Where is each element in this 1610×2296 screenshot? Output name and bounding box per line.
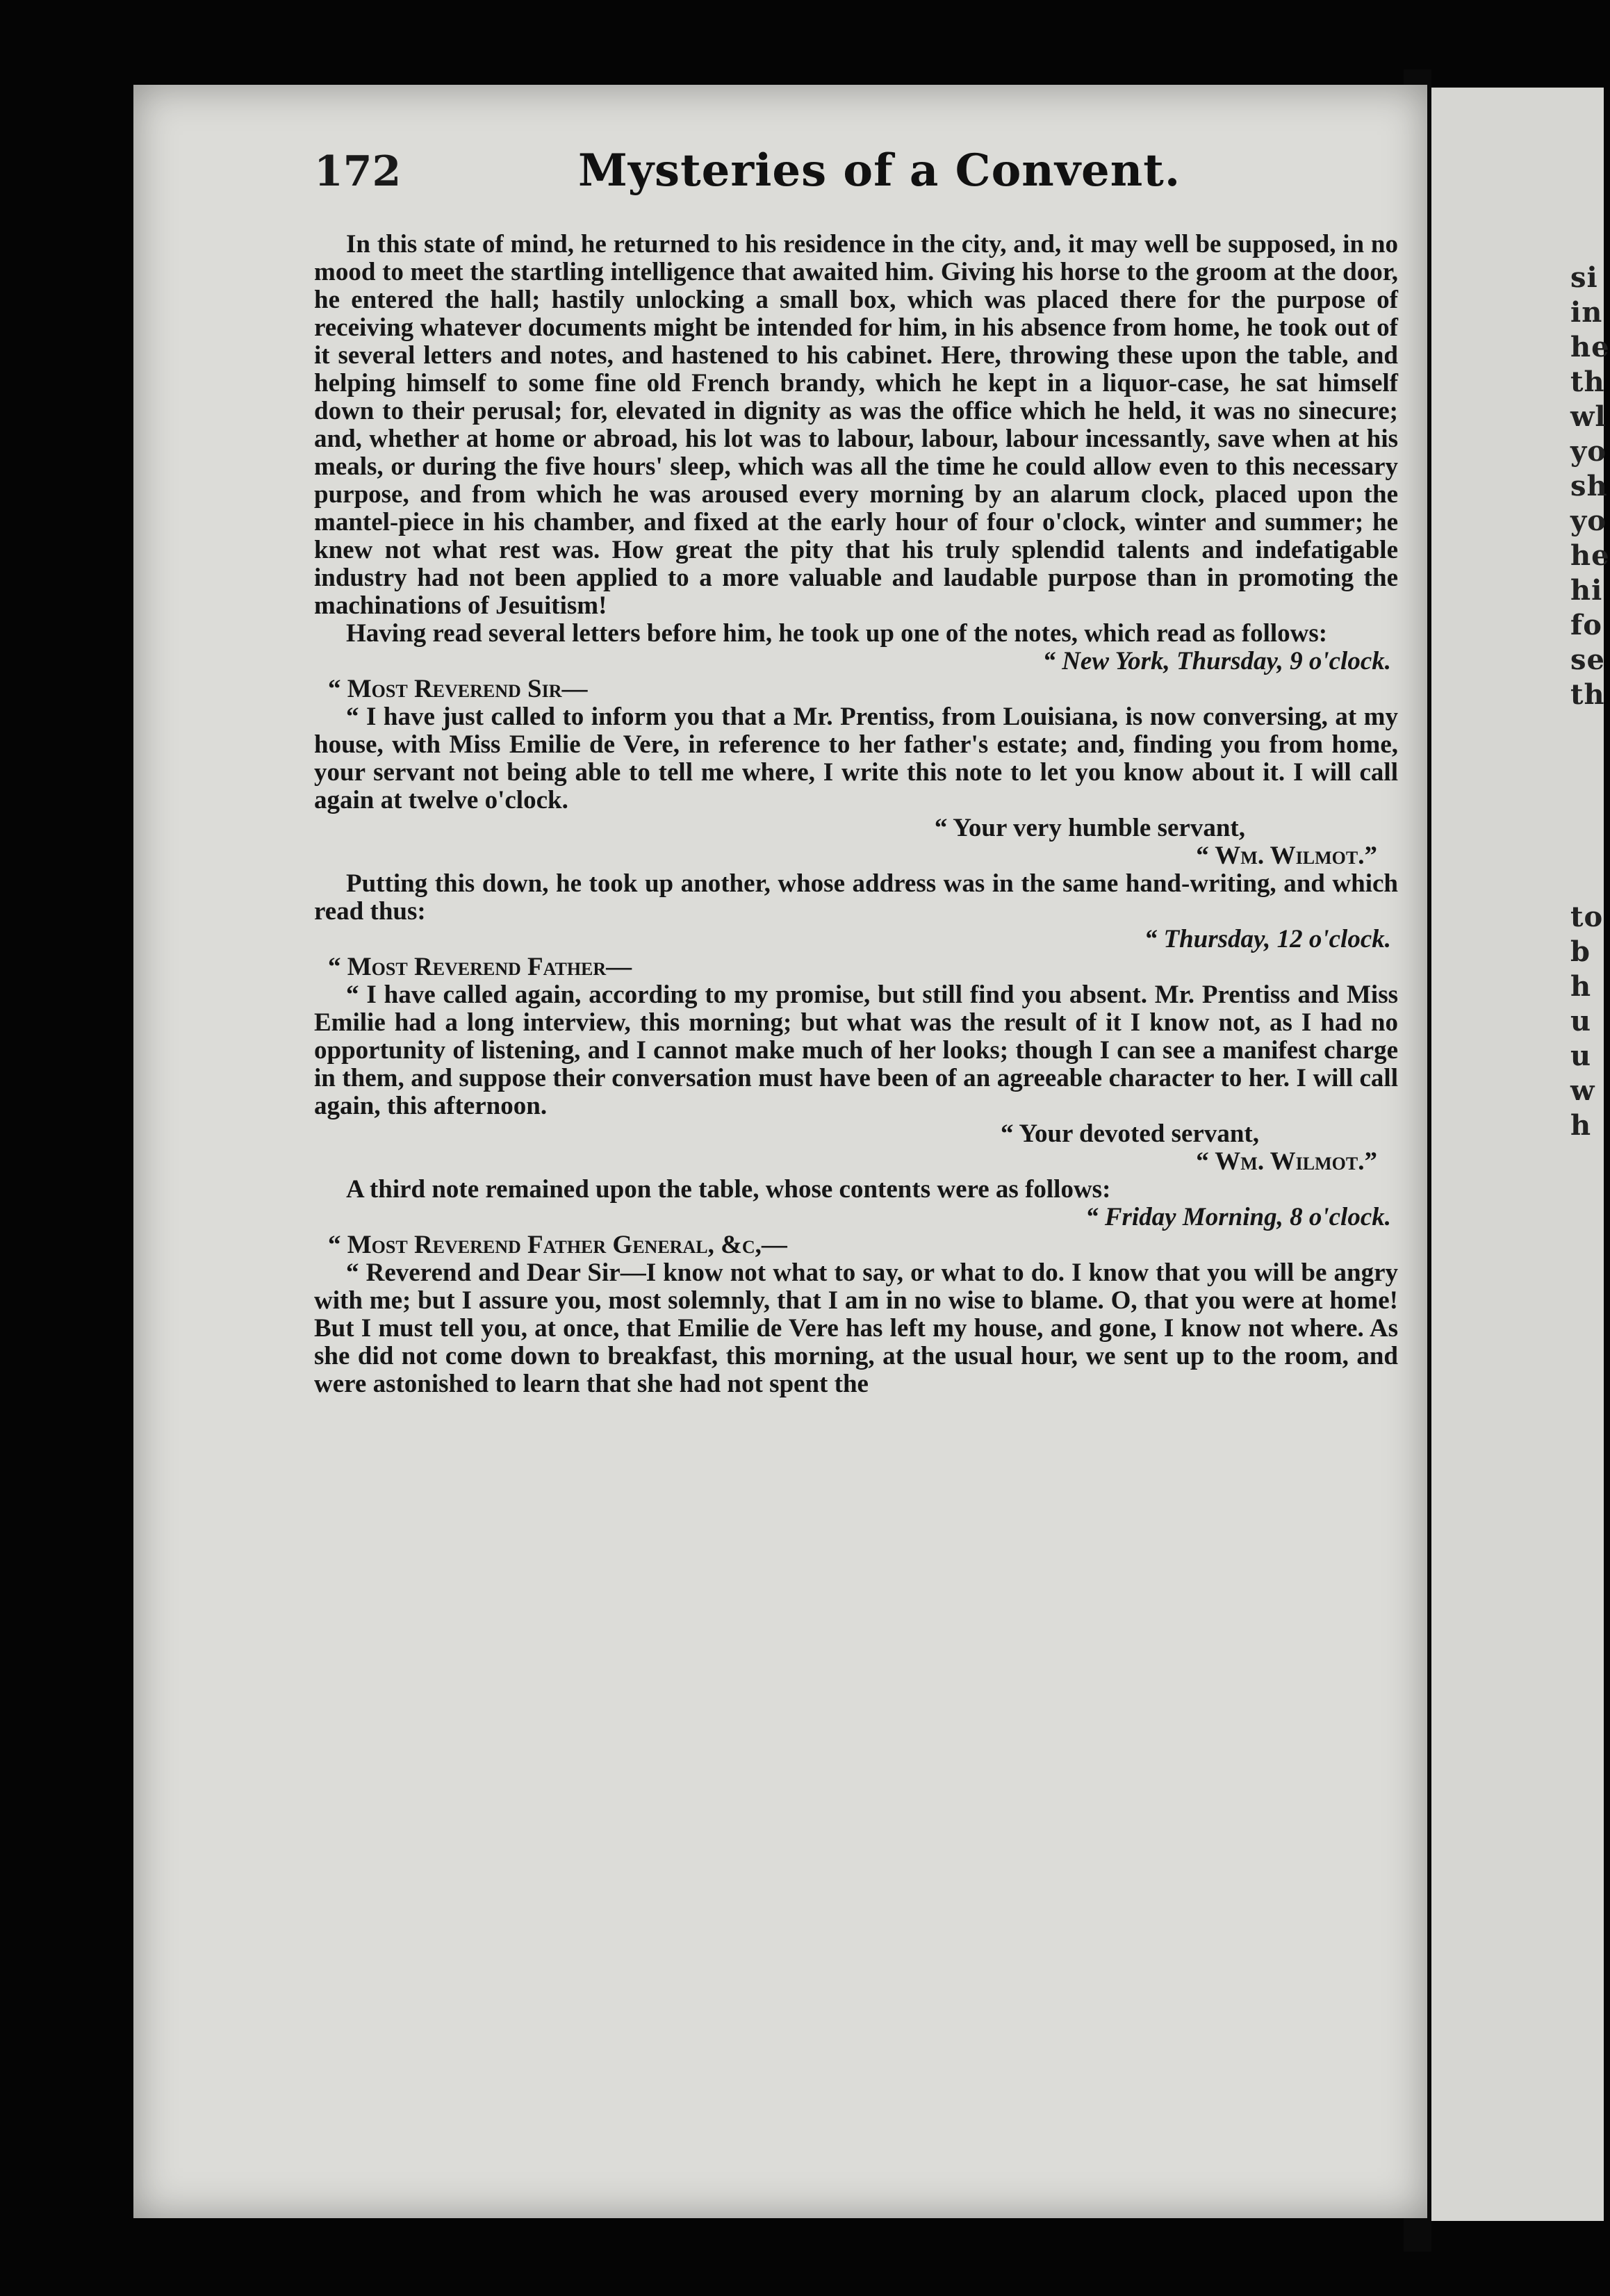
fragment: to — [1570, 901, 1604, 933]
note-dateline: “ Friday Morning, 8 o'clock. — [1085, 1203, 1391, 1231]
note-salutation: “ Most Reverend Father— — [328, 953, 632, 981]
fragment: w — [1570, 1074, 1595, 1107]
note-body: “ I have just called to inform you that a Mr. Prentiss, from Louisiana, is now conversing, at my house, with Miss Emilie de Vere, in reference to her father's estate; and, finding you from home, your servant not being able to tell me where, I write this note to let you know about it. I will call again at twelve o'clock. — [314, 703, 1398, 814]
note-signature: “ Wm. Wilmot.” — [1196, 1147, 1377, 1176]
fragment: si — [1570, 261, 1598, 294]
adjacent-page-edge — [1431, 88, 1610, 2221]
fragment: he — [1570, 331, 1610, 363]
paragraph: A third note remained upon the table, whose contents were as follows: — [346, 1175, 1111, 1204]
fragment: th — [1570, 366, 1605, 398]
note-dateline: “ New York, Thursday, 9 o'clock. — [1042, 647, 1391, 675]
note-body: “ Reverend and Dear Sir—I know not what to say, or what to do. I know that you will be angry with me; but I assure you, most solemnly, that I am in no wise to blame. O, that you were at home! But I must tell you, at once, that Emilie de Vere has left my house, and gone, I know not where. As she did not come down to breakfast, this morning, at the usual hour, we sent up to the room, and were astonished to learn that she had not spent the — [314, 1258, 1398, 1398]
note-salutation: “ Most Reverend Father General, &c,— — [328, 1231, 787, 1259]
paragraph: Putting this down, he took up another, whose address was in the same hand-writing, and which read thus: — [314, 869, 1398, 926]
fragment: in — [1570, 296, 1603, 329]
fragment: hi — [1570, 574, 1603, 607]
page-header — [314, 147, 1398, 210]
fragment: fo — [1570, 609, 1602, 641]
fragment: u — [1570, 1040, 1592, 1072]
note-signature: “ Wm. Wilmot.” — [1196, 842, 1377, 870]
fragment: yo — [1570, 435, 1607, 468]
fragment: u — [1570, 1005, 1592, 1038]
fragment: th — [1570, 678, 1605, 711]
fragment: sh — [1570, 470, 1608, 502]
note-closing: “ Your devoted servant, — [1000, 1120, 1259, 1148]
note-body: “ I have called again, according to my promise, but still find you absent. Mr. Prentiss and Miss Emilie had a long interview, this morning; but what was the result of it I know not, as I had no opportunity of listening, and I cannot make much of her looks; though I can see a manifest charge in them, and suppose their conversation must have been of an agreeable character to her. I will call again, this afternoon. — [314, 981, 1398, 1120]
page-body — [314, 231, 1398, 1398]
paragraph: In this state of mind, he returned to his residence in the city, and, it may well be supposed, in no mood to meet the startling intelligence that awaited him. Giving his horse to the groom at the door, he entered the hall; hastily unlocking a small box, which was placed there for the purpose of receiving whatever documents might be intended for him, in his absence from home, he took out of it several letters and notes, and hastened to his cabinet. Here, throwing these upon the table, and helping himself to some fine old French brandy, which he kept in a liquor-case, he sat himself down to their perusal; for, elevated in dignity as was the office which he held, it was no sinecure; and, whether at home or abroad, his lot was to labour, labour, labour incessantly, save when at his meals, or during the five hours' sleep, which was all the time he could allow even to this necessary purpose, and from which he was aroused every morning by an alarum clock, placed upon the mantel-piece in his chamber, and fixed at the early hour of four o'clock, winter and summer; he knew not what rest was. How great the pity that his truly splendid talents and indefatigable industry had not been applied to a more valuable and laudable purpose than in promoting the machinations of Jesuitism! — [314, 230, 1398, 620]
fragment: h — [1570, 1109, 1592, 1142]
page-number: 172 — [314, 147, 402, 196]
note-dateline: “ Thursday, 12 o'clock. — [1144, 925, 1391, 953]
fragment: h — [1570, 970, 1592, 1003]
note-salutation: “ Most Reverend Sir— — [328, 675, 588, 703]
fragment: se — [1570, 643, 1605, 676]
fragment: wl — [1570, 400, 1607, 433]
paragraph: Having read several letters before him, he took up one of the notes, which read as follows: — [346, 619, 1328, 648]
fragment: b — [1570, 935, 1591, 968]
scanned-page — [133, 85, 1427, 2218]
fragment: he — [1570, 539, 1610, 572]
running-title: Mysteries of a Convent. — [578, 145, 1181, 197]
fragment: yo — [1570, 505, 1607, 537]
note-closing: “ Your very humble servant, — [934, 814, 1245, 842]
